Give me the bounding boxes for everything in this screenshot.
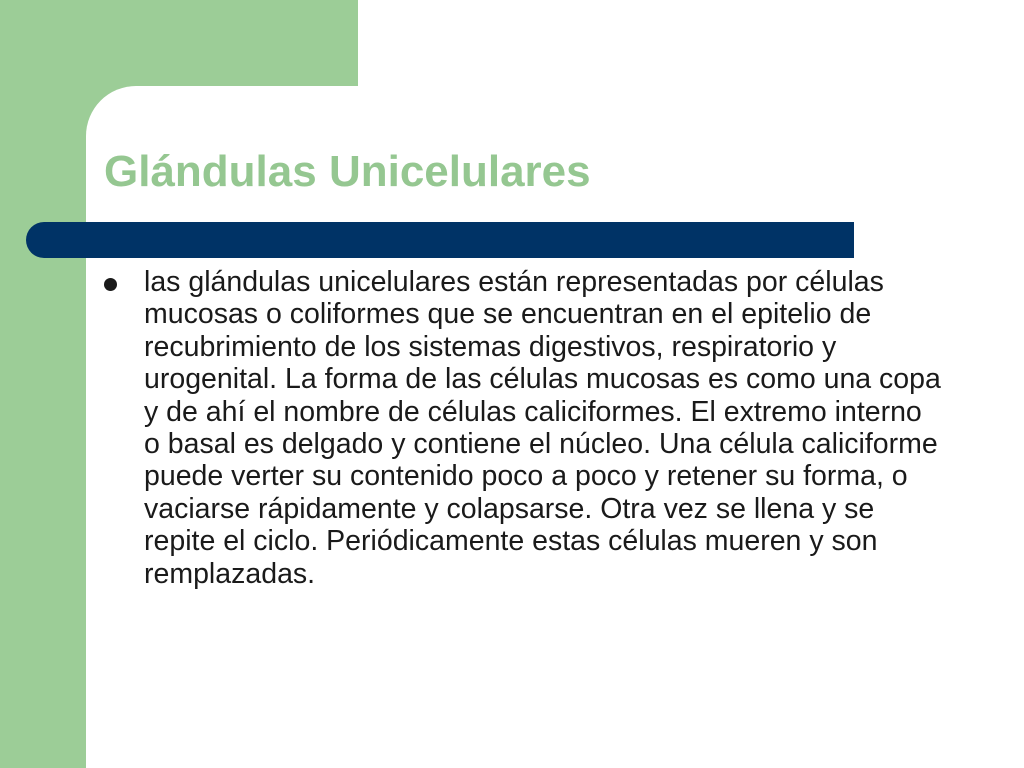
bullet-dot-icon: [104, 278, 117, 291]
left-green-bar: [0, 0, 86, 768]
bullet-text: las glándulas unicelulares están representadas por células mucosas o coliformes que se encuentran en el epitelio de recubrimiento de los sistemas digestivos, respiratorio y urogenital. La forma de las células mucosas es como una copa y de ahí el nombre de células caliciformes. El extremo interno o basal es delgado y contiene el núcleo. Una célula caliciforme puede verter su contenido poco a poco y retener su forma, o vaciarse rápidamente y colapsarse. Otra vez se llena y se repite el ciclo. Periódicamente estas células mueren y son remplazadas.: [144, 266, 941, 590]
title-underline-bar: [26, 222, 854, 258]
top-green-block: [0, 0, 358, 86]
slide-title: Glándulas Unicelulares: [104, 147, 591, 196]
